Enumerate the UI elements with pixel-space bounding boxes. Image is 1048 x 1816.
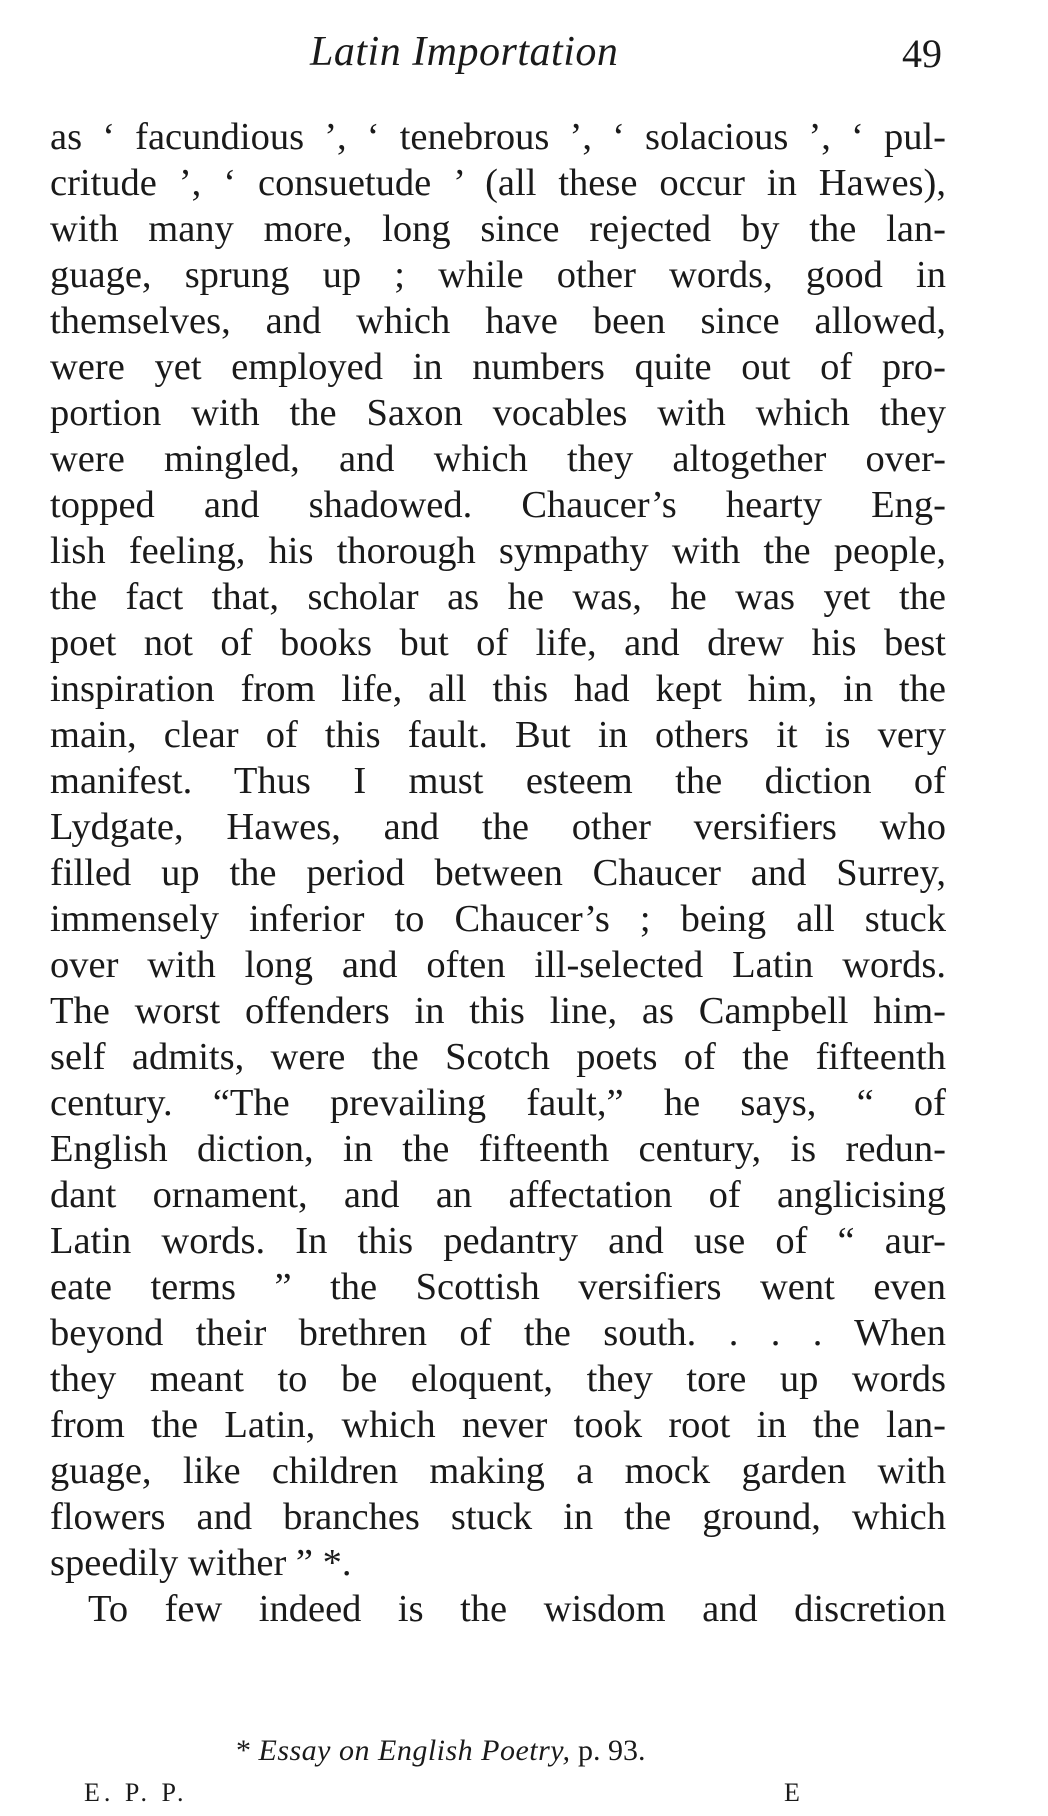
text-line: inspiration from life, all this had kept him, in the bbox=[50, 668, 946, 710]
text-line: main, clear of this fault. But in others it is very bbox=[50, 714, 946, 756]
text-line: filled up the period between Chaucer and Surrey, bbox=[50, 852, 946, 894]
text-line: To few indeed is the wisdom and discretion bbox=[88, 1588, 946, 1630]
body-text bbox=[50, 114, 946, 1632]
text-line: self admits, were the Scotch poets of the fifteenth bbox=[50, 1036, 946, 1078]
text-line: were yet employed in numbers quite out of pro- bbox=[50, 346, 946, 388]
text-line: Latin words. In this pedantry and use of “ aur- bbox=[50, 1220, 946, 1262]
footnote-marker: * bbox=[236, 1734, 259, 1767]
text-line: beyond their brethren of the south. . . . When bbox=[50, 1312, 946, 1354]
text-line: The worst offenders in this line, as Campbell him- bbox=[50, 990, 946, 1032]
gathering-letter: E bbox=[784, 1778, 800, 1807]
text-line: eate terms ” the Scottish versifiers went even bbox=[50, 1266, 946, 1308]
text-line: flowers and branches stuck in the ground, which bbox=[50, 1496, 946, 1538]
text-line: immensely inferior to Chaucer’s ; being all stuck bbox=[50, 898, 946, 940]
text-line: century. “The prevailing fault,” he says, “ of bbox=[50, 1082, 946, 1124]
text-line: portion with the Saxon vocables with which they bbox=[50, 392, 946, 434]
footnote bbox=[236, 1734, 645, 1768]
text-line: over with long and often ill-selected Latin words. bbox=[50, 944, 946, 986]
text-line: topped and shadowed. Chaucer’s hearty Eng- bbox=[50, 484, 946, 526]
text-line: speedily wither ” *. bbox=[50, 1542, 352, 1584]
running-title: Latin Importation bbox=[310, 29, 619, 75]
page-number: 49 bbox=[902, 31, 942, 76]
text-line: English diction, in the fifteenth century, is redun- bbox=[50, 1128, 946, 1170]
text-line: dant ornament, and an affectation of anglicising bbox=[50, 1174, 946, 1216]
text-line: from the Latin, which never took root in the lan- bbox=[50, 1404, 946, 1446]
text-line: guage, sprung up ; while other words, good in bbox=[50, 254, 946, 296]
text-line: manifest. Thus I must esteem the diction of bbox=[50, 760, 946, 802]
signature-mark: E. P. P. bbox=[84, 1778, 188, 1807]
text-line: lish feeling, his thorough sympathy with the people, bbox=[50, 530, 946, 572]
text-line: with many more, long since rejected by the lan- bbox=[50, 208, 946, 250]
text-line: as ‘ facundious ’, ‘ tenebrous ’, ‘ solacious ’, ‘ pul- bbox=[50, 116, 946, 158]
text-line: themselves, and which have been since allowed, bbox=[50, 300, 946, 342]
text-line: critude ’, ‘ consuetude ’ (all these occur in Hawes), bbox=[50, 162, 946, 204]
text-line: the fact that, scholar as he was, he was yet the bbox=[50, 576, 946, 618]
running-head bbox=[52, 28, 942, 88]
text-line: poet not of books but of life, and drew his best bbox=[50, 622, 946, 664]
text-line: Lydgate, Hawes, and the other versifiers who bbox=[50, 806, 946, 848]
text-line: they meant to be eloquent, they tore up words bbox=[50, 1358, 946, 1400]
footnote-page-ref: p. 93. bbox=[570, 1734, 646, 1767]
text-line: were mingled, and which they altogether over- bbox=[50, 438, 946, 480]
text-line: guage, like children making a mock garden with bbox=[50, 1450, 946, 1492]
footnote-title: Essay on English Poetry, bbox=[258, 1734, 571, 1767]
